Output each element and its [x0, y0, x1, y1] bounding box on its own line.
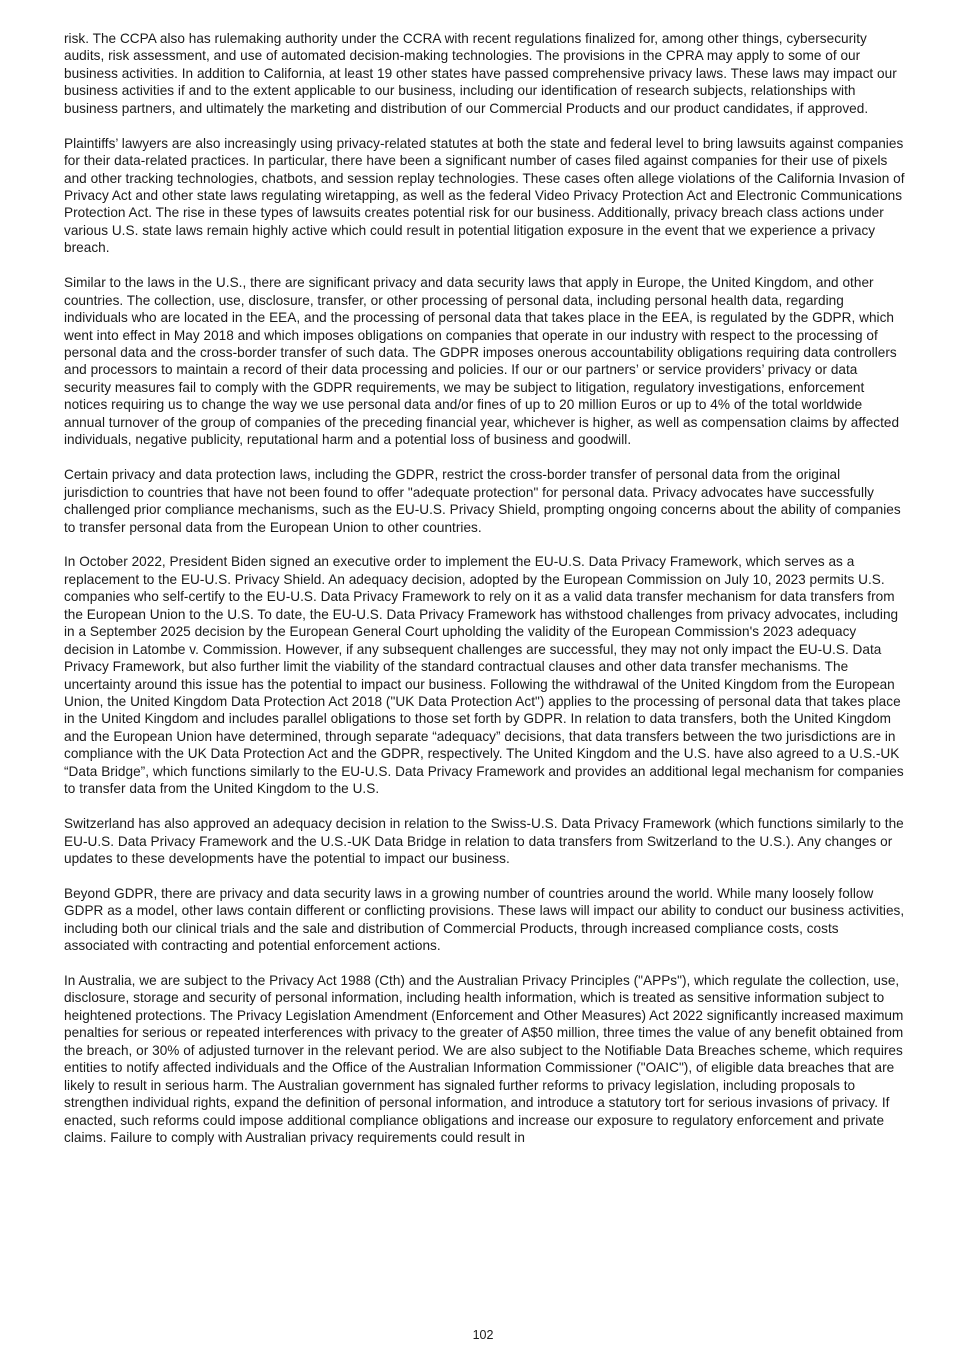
paragraph-cross-border-transfer: Certain privacy and data protection laws, including the GDPR, restrict the cross-border transfer of personal data from the original jurisdiction to countries that have not been found to offer "adequate protection" for personal data. Privacy advocates have successfully challenged prior compliance mechanisms, such as the EU-U.S. Privacy Shield, prompting ongoing concerns about the ability of companies to transfer personal data from the European Union to other countries. [64, 467, 901, 535]
paragraph-plaintiffs-lawyers: Plaintiffs’ lawyers are also increasingly using privacy-related statutes at both the state and federal level to bring lawsuits against companies for their data-related practices. In particular, there have been a significant number of cases filed against companies for their use of pixels and other tracking technologies, chatbots, and session replay technologies. These cases often allege violations of the California Invasion of Privacy Act and other state laws regulating wiretapping, as well as the federal Video Privacy Protection Act and Electronic Communications Protection Act. The rise in these types of lawsuits creates potential risk for our business. Additionally, privacy breach class actions under various U.S. state laws remain highly active which could result in potential litigation exposure in the event that we experience a privacy breach. [64, 135, 905, 256]
paragraph-switzerland: Switzerland has also approved an adequacy decision in relation to the Swiss-U.S. Data Privacy Framework (which functions similarly to the EU-U.S. Data Privacy Framework and the U.S.-UK Data Bridge in relation to data transfers from Switzerland to the U.S.). Any changes or updates to these developments have the potential to impact our business. [64, 816, 904, 866]
paragraph-eu-us-framework: In October 2022, President Biden signed an executive order to implement the EU-U.S. Data Privacy Framework, which serves as a replacement to the EU-U.S. Privacy Shield. An adequacy decision, adopted by the European Commission on July 10, 2023 permits U.S. companies who self-certify to the EU-U.S. Data Privacy Framework to rely on it as a valid data transfer mechanism for data transfers from the European Union to the U.S. To date, the EU-U.S. Data Privacy Framework has withstood challenges from privacy advocates, including in a September 2025 decision by the European General Court upholding the validity of the European Commission's 2023 adequacy decision in Latombe v. Commission. However, if any subsequent challenges are successful, they may not only impact the EU-U.S. Data Privacy Framework, but also further limit the viability of the standard contractual clauses and other data transfer mechanisms. The uncertainty around this issue has the potential to impact our business. Following the withdrawal of the United Kingdom from the European Union, the United Kingdom Data Protection Act 2018 ("UK Data Protection Act") applies to the processing of personal data that takes place in the United Kingdom and includes parallel obligations to those set forth by GDPR. In relation to data transfers, both the United Kingdom and the European Union have determined, through separate “adequacy” decisions, that data transfers between the two jurisdictions are in compliance with the UK Data Protection Act and the GDPR, respectively. The United Kingdom and the U.S. have also agreed to a U.S.-UK “Data Bridge”, which functions similarly to the EU-U.S. Data Privacy Framework and provides an additional legal mechanism for companies to transfer data from the United Kingdom to the U.S. [64, 554, 904, 797]
document-body [64, 30, 906, 1164]
paragraph-beyond-gdpr: Beyond GDPR, there are privacy and data security laws in a growing number of countries around the world. While many loosely follow GDPR as a model, other laws contain different or conflicting provisions. These laws will impact our ability to conduct our business activities, including both our clinical trials and the sale and distribution of Commercial Products, through increased compliance costs, costs associated with contracting and potential enforcement actions. [64, 885, 905, 954]
page-number: 102 [472, 1328, 494, 1342]
paragraph-australia: In Australia, we are subject to the Privacy Act 1988 (Cth) and the Australian Privacy Principles ("APPs"), which regulate the collection, use, disclosure, storage and security of personal information, including health information, which is treated as sensitive information subject to heightened protections. The Privacy Legislation Amendment (Enforcement and Other Measures) Act 2022 significantly increased maximum penalties for serious or repeated interferences with privacy to the greater of A$50 million, three times the value of any benefit obtained from the breach, or 30% of adjusted turnover in the relevant period. We are also subject to the Notifiable Data Breaches scheme, which requires entities to notify affected individuals and the Office of the Australian Information Commissioner ("OAIC"), of eligible data breaches that are likely to result in serious harm. The Australian government has signaled further reforms to privacy legislation, including proposals to strengthen individual rights, expand the definition of personal information, and introduce a statutory tort for serious invasions of privacy. If enacted, such reforms could impose additional compliance obligations and increase our exposure to regulatory enforcement and private claims. Failure to comply with Australian privacy requirements could result in [64, 973, 904, 1146]
paragraph-europe-gdpr: Similar to the laws in the U.S., there are significant privacy and data security laws that apply in Europe, the United Kingdom, and other countries. The collection, use, disclosure, transfer, or other processing of personal data, including personal health data, regarding individuals who are located in the EEA, and the processing of personal data that takes place in the EEA, is regulated by the GDPR, which went into effect in May 2018 and which imposes obligations on companies that operate in our industry with respect to the processing of personal data and the cross-border transfer of such data. The GDPR imposes onerous accountability obligations requiring data controllers and processors to maintain a record of their data processing and policies. If our or our partners’ or service providers’ privacy or data security measures fail to comply with the GDPR requirements, we may be subject to litigation, regulatory investigations, enforcement notices requiring us to change the way we use personal data and/or fines of up to 20 million Euros or up to 4% of the total worldwide annual turnover of the group of companies of the preceding financial year, whichever is higher, as well as compensation claims by affected individuals, negative publicity, reputational harm and a potential loss of business and goodwill. [64, 275, 900, 448]
paragraph-ccpa: risk. The CCPA also has rulemaking authority under the CCRA with recent regulations finalized for, among other things, cybersecurity audits, risk assessment, and use of automated decision-making technologies. The provisions in the CPRA may apply to some of our business activities. In addition to California, at least 19 other states have passed comprehensive privacy laws. These laws may impact our business activities if and to the extent applicable to our business, including our identification of research subjects, relationships with business partners, and ultimately the marketing and distribution of our Commercial Products and our product candidates, if approved. [64, 31, 897, 116]
